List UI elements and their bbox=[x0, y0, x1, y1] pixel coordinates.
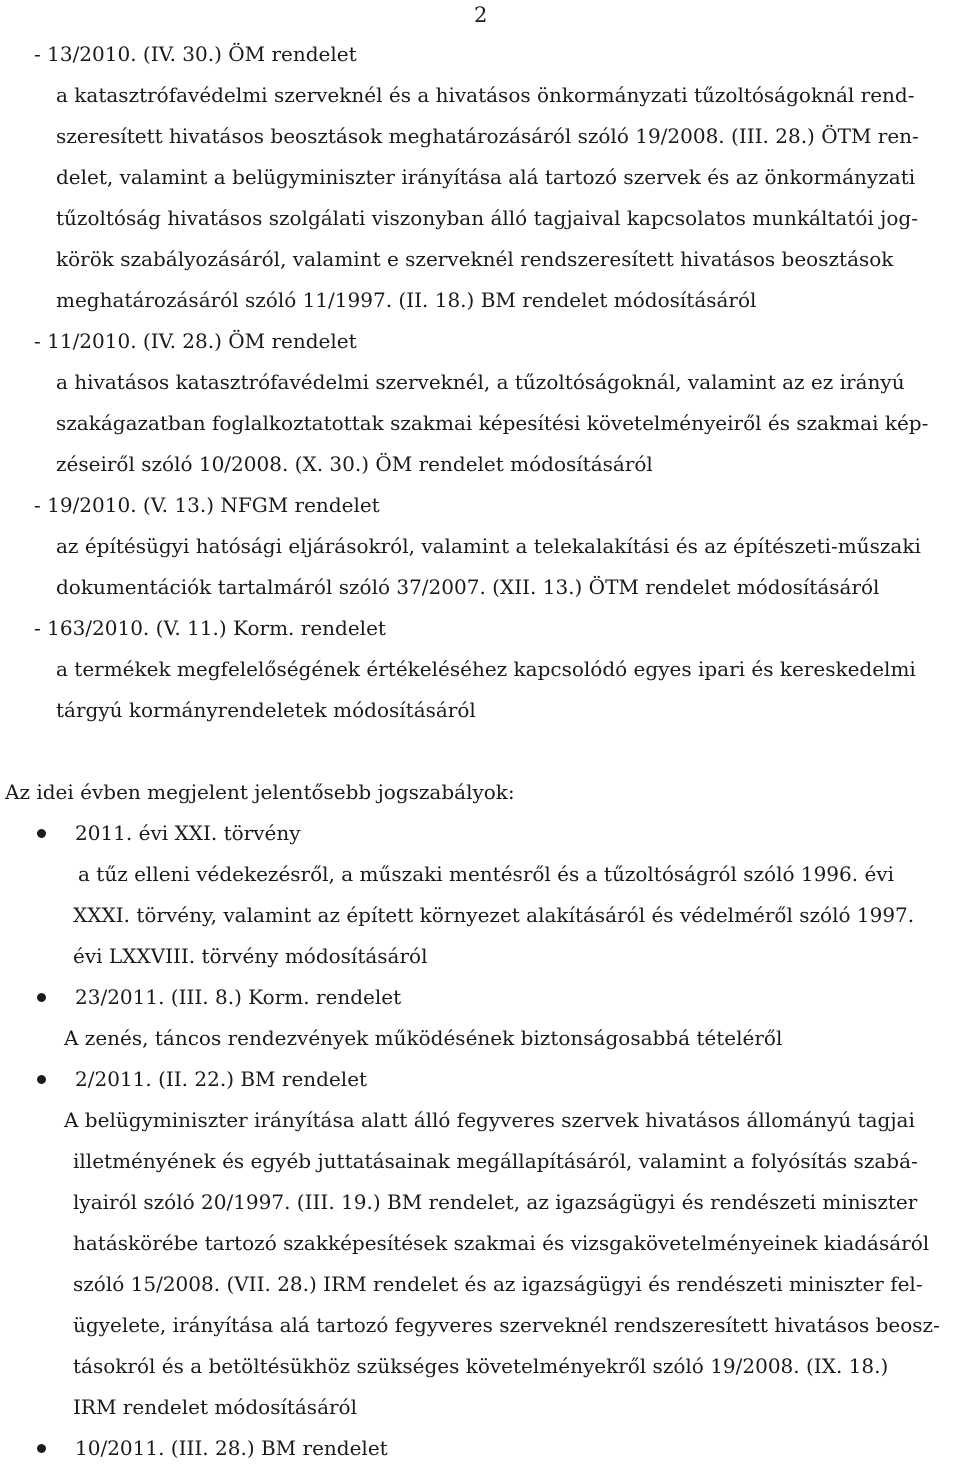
law-text-line: illetményének és egyéb juttatásainak megállapításáról, valamint a folyósítás szabá- bbox=[73, 1149, 918, 1173]
regulation-text-line: körök szabályozásáról, valamint e szerveknél rendszeresített hivatásos beosztások bbox=[56, 247, 894, 271]
bullet-icon bbox=[37, 1444, 46, 1453]
regulation-entry bbox=[0, 608, 960, 731]
law-text-line: A zenés, táncos rendezvények működésének biztonságosabbá tételéről bbox=[64, 1026, 783, 1050]
law-text-line: tásokról és a betöltésükhöz szükséges követelményekről szóló 19/2008. (IX. 18.) bbox=[73, 1354, 889, 1378]
regulation-title: - 11/2010. (IV. 28.) ÖM rendelet bbox=[34, 329, 357, 353]
law-text-line: ügyelete, irányítása alá tartozó fegyveres szerveknél rendszeresített hivatásos beosz- bbox=[73, 1313, 940, 1337]
law-text-line: XXXI. törvény, valamint az épített környezet alakításáról és védelméről szóló 1997. bbox=[73, 903, 915, 927]
law-title bbox=[0, 977, 960, 1018]
law-text-line: szóló 15/2008. (VII. 28.) IRM rendelet és az igazságügyi és rendészeti miniszter fel- bbox=[73, 1272, 923, 1296]
law-title-text: 2/2011. (II. 22.) BM rendelet bbox=[75, 1067, 368, 1091]
law-title-text: 10/2011. (III. 28.) BM rendelet bbox=[75, 1436, 388, 1460]
page-number: 2 bbox=[474, 3, 488, 27]
regulation-text-line: tárgyú kormányrendeletek módosításáról bbox=[56, 698, 476, 722]
law-title bbox=[0, 1059, 960, 1100]
law-entry bbox=[0, 1059, 960, 1428]
law-text-line: hatáskörébe tartozó szakképesítések szakmai és vizsgakövetelményeinek kiadásáról bbox=[73, 1231, 930, 1255]
regulation-title: - 13/2010. (IV. 30.) ÖM rendelet bbox=[34, 42, 357, 66]
regulation-text-line: a hivatásos katasztrófavédelmi szerveknél, a tűzoltóságoknál, valamint az ez irányú bbox=[56, 370, 905, 394]
bullet-icon bbox=[37, 1075, 46, 1084]
regulation-text-line: a termékek megfelelőségének értékeléséhez kapcsolódó egyes ipari és kereskedelmi bbox=[56, 657, 916, 681]
regulation-title: - 19/2010. (V. 13.) NFGM rendelet bbox=[34, 493, 380, 517]
regulation-text-line: szeresített hivatásos beosztások meghatározásáról szóló 19/2008. (III. 28.) ÖTM ren- bbox=[56, 124, 919, 148]
document-body bbox=[0, 34, 960, 1469]
regulation-text-line: zéseiről szóló 10/2008. (X. 30.) ÖM rendelet módosításáról bbox=[56, 452, 653, 476]
law-entry bbox=[0, 977, 960, 1059]
law-title-text: 2011. évi XXI. törvény bbox=[75, 821, 301, 845]
regulation-title: - 163/2010. (V. 11.) Korm. rendelet bbox=[34, 616, 386, 640]
bullet-icon bbox=[37, 829, 46, 838]
regulation-text-line: a katasztrófavédelmi szerveknél és a hivatásos önkormányzati tűzoltóságoknál rend- bbox=[56, 83, 915, 107]
law-text-line: évi LXXVIII. törvény módosításáról bbox=[73, 944, 428, 968]
law-title-text: 23/2011. (III. 8.) Korm. rendelet bbox=[75, 985, 402, 1009]
regulation-entry bbox=[0, 321, 960, 485]
regulation-text-line: tűzoltóság hivatásos szolgálati viszonyban álló tagjaival kapcsolatos munkáltatói jog- bbox=[56, 206, 918, 230]
regulation-entry bbox=[0, 485, 960, 608]
regulation-text-line: szakágazatban foglalkoztatottak szakmai képesítési követelményeiről és szakmai kép- bbox=[56, 411, 929, 435]
bullet-icon bbox=[37, 993, 46, 1002]
law-text-line: lyairól szóló 20/1997. (III. 19.) BM rendelet, az igazságügyi és rendészeti miniszter bbox=[73, 1190, 918, 1214]
regulation-text-line: delet, valamint a belügyminiszter irányítása alá tartozó szervek és az önkormányzati bbox=[56, 165, 916, 189]
regulation-text-line: dokumentációk tartalmáról szóló 37/2007. (XII. 13.) ÖTM rendelet módosításáról bbox=[56, 575, 880, 599]
regulation-text-line: meghatározásáról szóló 11/1997. (II. 18.) BM rendelet módosításáról bbox=[56, 288, 757, 312]
law-title bbox=[0, 813, 960, 854]
regulation-text-line: az építésügyi hatósági eljárásokról, valamint a telekalakítási és az építészeti-műszaki bbox=[56, 534, 921, 558]
law-title bbox=[0, 1428, 960, 1469]
law-entry bbox=[0, 1428, 960, 1469]
law-entry bbox=[0, 813, 960, 977]
section-intro: Az idei évben megjelent jelentősebb jogszabályok: bbox=[5, 780, 515, 804]
law-text-line: a tűz elleni védekezésről, a műszaki mentésről és a tűzoltóságról szóló 1996. évi bbox=[78, 862, 895, 886]
law-text-line: A belügyminiszter irányítása alatt álló fegyveres szervek hivatásos állományú tagjai bbox=[64, 1108, 915, 1132]
law-text-line: IRM rendelet módosításáról bbox=[73, 1395, 357, 1419]
regulation-entry bbox=[0, 34, 960, 321]
